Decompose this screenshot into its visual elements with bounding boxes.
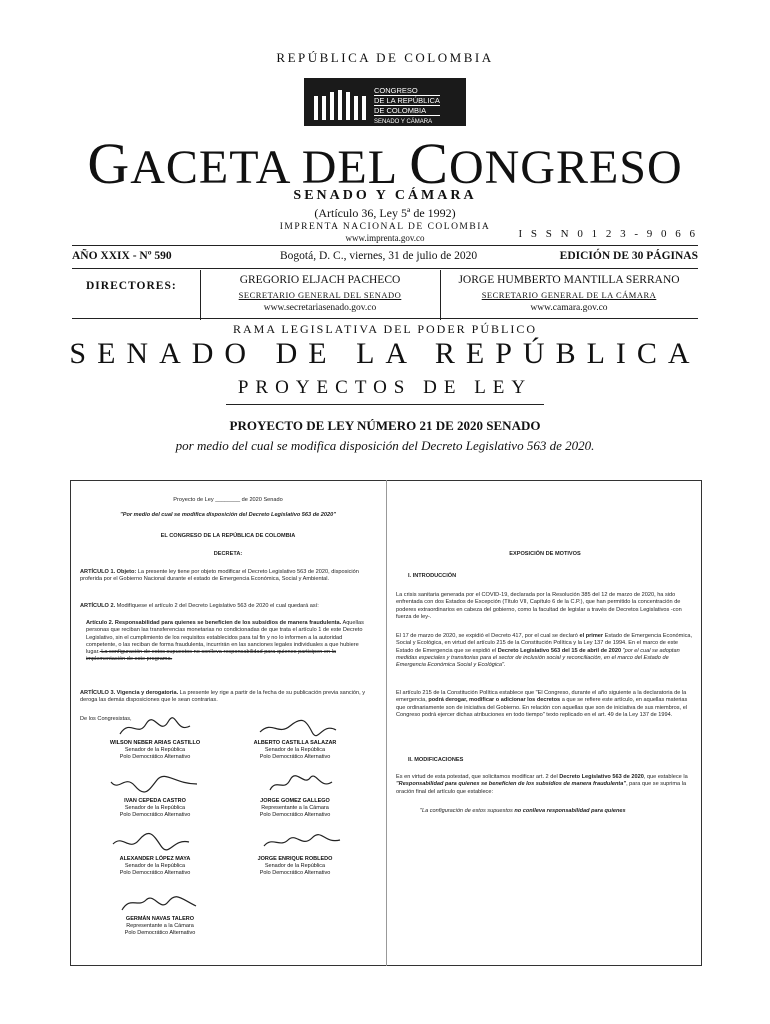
senate-director: GREGORIO ELJACH PACHECO: [239, 274, 401, 286]
bill-subtitle: por medio del cual se modifica disposición del Decreto Legislativo 563 de 2020.: [175, 438, 595, 453]
republic-header: REPÚBLICA DE COLOMBIA: [276, 50, 494, 65]
paragraph: Es en virtud de esta potestad, que solicitamos modificar art. 2 del Decreto Legislativo 563 de 2020, que establece la "Responsabilidad para quienes se beneficien de los subsidios de manera fraudulenta", para que se suprima la oración final del artículo que establece:: [396, 774, 688, 795]
rule-top: [72, 245, 698, 246]
bill-line: Proyecto de Ley ________ de 2020 Senado: [173, 497, 283, 503]
signer: JORGE ENRIQUE ROBLEDO Senador de la República Polo Democrático Alternativo: [257, 856, 333, 876]
de-los-congresistas: De los Congresistas,: [80, 716, 132, 722]
article-2-quote: Artículo 2. Responsabilidad para quienes se beneficien de los subsidios de manera fraudulenta. Aquellas personas que reciban las transferencias monetarias no condicionadas de que trata el artículo 1 de este Decreto Legislativo, sin el cumplimiento de los requisitos establecidos para tal fin y no lo informen a la autoridad competente, o las reciban de forma fraudulenta, incurrirán en las sanciones legales individuales a que hubiere lugar. La configuración de estos supuestos no conlleva responsabilidad para quienes participen en la implementación de este programa.: [86, 620, 364, 663]
rama-legislativa: RAMA LEGISLATIVA DEL PODER PÚBLICO: [232, 322, 537, 336]
congress-heading: EL CONGRESO DE LA REPÚBLICA DE COLOMBIA: [160, 533, 296, 539]
section-introduccion: I. INTRODUCCIÓN: [408, 573, 457, 579]
year-number: AÑO XXIX - Nº 590: [72, 250, 172, 262]
paragraph: El artículo 215 de la Constitución Política establece que "El Congreso, durante el año siguiente a la declaratoria de la emergencia, podrá derogar, modificar o adicionar los decretos a que se refiere este artículo, en aquellas materias que ordinariamente son de iniciativa del Gobierno. En relación con aquellas que son de iniciativa de sus miembros, el Congreso podrá ejercer dichas atribuciones en todo tiempo" texto replicado en el art. 49 de la Ley 137 de 1994.: [396, 690, 688, 718]
signer: GERMÁN NAVAS TALERO Representante a la Cámara Polo Democrático Alternativo: [124, 916, 196, 936]
chamber-web: www.camara.gov.co: [530, 303, 608, 313]
logo-text: CONGRESO DE LA REPÚBLICA DE COLOMBIA SENADO Y CÁMARA: [374, 86, 440, 125]
signature-scribble: [110, 716, 210, 740]
signature-scribble: [110, 892, 210, 916]
signature-scribble: [105, 830, 205, 854]
paragraph: El 17 de marzo de 2020, se expidió el Decreto 417, por el cual se declaró el primer Estado de Emergencia Económica, Social y Ecológica, en virtud del artículo 215 de la Constitución Política y la Ley 137 de 1994. En el marco de este Estado de Emergencia que se expidió el Decreto Legislativo 563 del 15 de abril de 2020 "por el cual se adoptan medidas especiales y transitorias para el sector de inclusión social y reconciliación, en el marco del Estado de Emergencia Económica Social y Ecológica".: [396, 633, 693, 669]
signer: WILSON NEBER ARIAS CASTILLO Senador de la República Polo Democrático Alternativo: [109, 740, 201, 760]
article-1: ARTÍCULO 1. Objeto: La presente ley tiene por objeto modificar el Decreto Legislativo 563 de 2020, disposición proferida por el Gobierno Nacional durante el estado de Emergencia Económica, Social y Ambiental.: [80, 569, 359, 583]
signer: JORGE GOMEZ GALLEGO Representante a la Cámara Polo Democrático Alternativo: [259, 798, 331, 818]
gaceta-title: GACETA DEL CONGRESO: [87, 131, 683, 196]
column-divider: [386, 480, 387, 966]
rule-info: [72, 268, 698, 269]
section-modificaciones: II. MODIFICACIONES: [408, 757, 464, 763]
exposicion-heading: EXPOSICIÓN DE MOTIVOS: [509, 551, 581, 557]
chamber-director: JORGE HUMBERTO MANTILLA SERRANO: [458, 274, 680, 286]
bill-title: PROYECTO DE LEY NÚMERO 21 DE 2020 SENADO: [229, 418, 541, 433]
proyectos-de-ley: PROYECTOS DE LEY: [237, 377, 533, 398]
bill-quote: "Por medio del cual se modifica disposición del Decreto Legislativo 563 de 2020": [120, 512, 336, 518]
senado-republica: SENADO DE LA REPÚBLICA: [69, 337, 701, 370]
article-2: ARTÍCULO 2. Modifíquese el artículo 2 del Decreto Legislativo 563 de 2020 el cual quedará así:: [80, 603, 319, 609]
quote-paragraph: "La configuración de estos supuestos no conlleva responsabilidad para quienes: [420, 808, 626, 814]
paragraph: La crisis sanitaria generada por el COVID-19, declarada por la Resolución 385 del 12 de marzo de 2020, ha sido enfrentada con dos Estados de Excepción (Título VII, Capítulo 6 de la C.P.), que han permitido la concentración de poderes extraordinarios en cabeza del gobierno, como la facultad de legislar a través de Decretos Legislativos -con fuerza de ley-.: [396, 592, 682, 620]
signer: ALEXANDER LÓPEZ MAYA Senador de la República Polo Democrático Alternativo: [119, 856, 191, 876]
imprenta-web: www.imprenta.gov.co: [345, 233, 425, 243]
articulo-ref: (Artículo 36, Ley 5ª de 1992): [314, 206, 456, 220]
signer: IVAN CEPEDA CASTRO Senador de la República Polo Democrático Alternativo: [119, 798, 191, 818]
signature-scribble: [250, 830, 350, 854]
date: Bogotá, D. C., viernes, 31 de julio de 2020: [280, 250, 478, 262]
decreta: DECRETA:: [213, 551, 243, 557]
senado-camara: SENADO Y CÁMARA: [293, 188, 477, 203]
senate-web: www.secretariasenado.gov.co: [263, 303, 377, 313]
directores-label: DIRECTORES:: [86, 280, 177, 292]
chamber-role: SECRETARIO GENERAL DE LA CÁMARA: [481, 290, 657, 300]
capitol-icon: [310, 84, 368, 120]
issn: I S S N 0 1 2 3 - 9 0 6 6: [518, 228, 698, 240]
article-3: ARTÍCULO 3. Vigencia y derogatoria. La presente ley rige a partir de la fecha de su publicación previa sanción, y deroga las demás disposiciones que le sean contrarias.: [80, 690, 366, 704]
signature-scribble: [250, 772, 350, 796]
signature-scribble: [248, 716, 348, 740]
congress-logo: [304, 78, 466, 126]
imprenta: IMPRENTA NACIONAL DE COLOMBIA: [279, 222, 491, 232]
proyectos-underline: [226, 404, 544, 405]
rule-directors: [72, 318, 698, 319]
signer: ALBERTO CASTILLA SALAZAR Senador de la República Polo Democrático Alternativo: [253, 740, 337, 760]
edition: EDICIÓN DE 30 PÁGINAS: [559, 250, 698, 262]
signature-scribble: [105, 772, 205, 796]
senate-role: SECRETARIO GENERAL DEL SENADO: [238, 290, 402, 300]
